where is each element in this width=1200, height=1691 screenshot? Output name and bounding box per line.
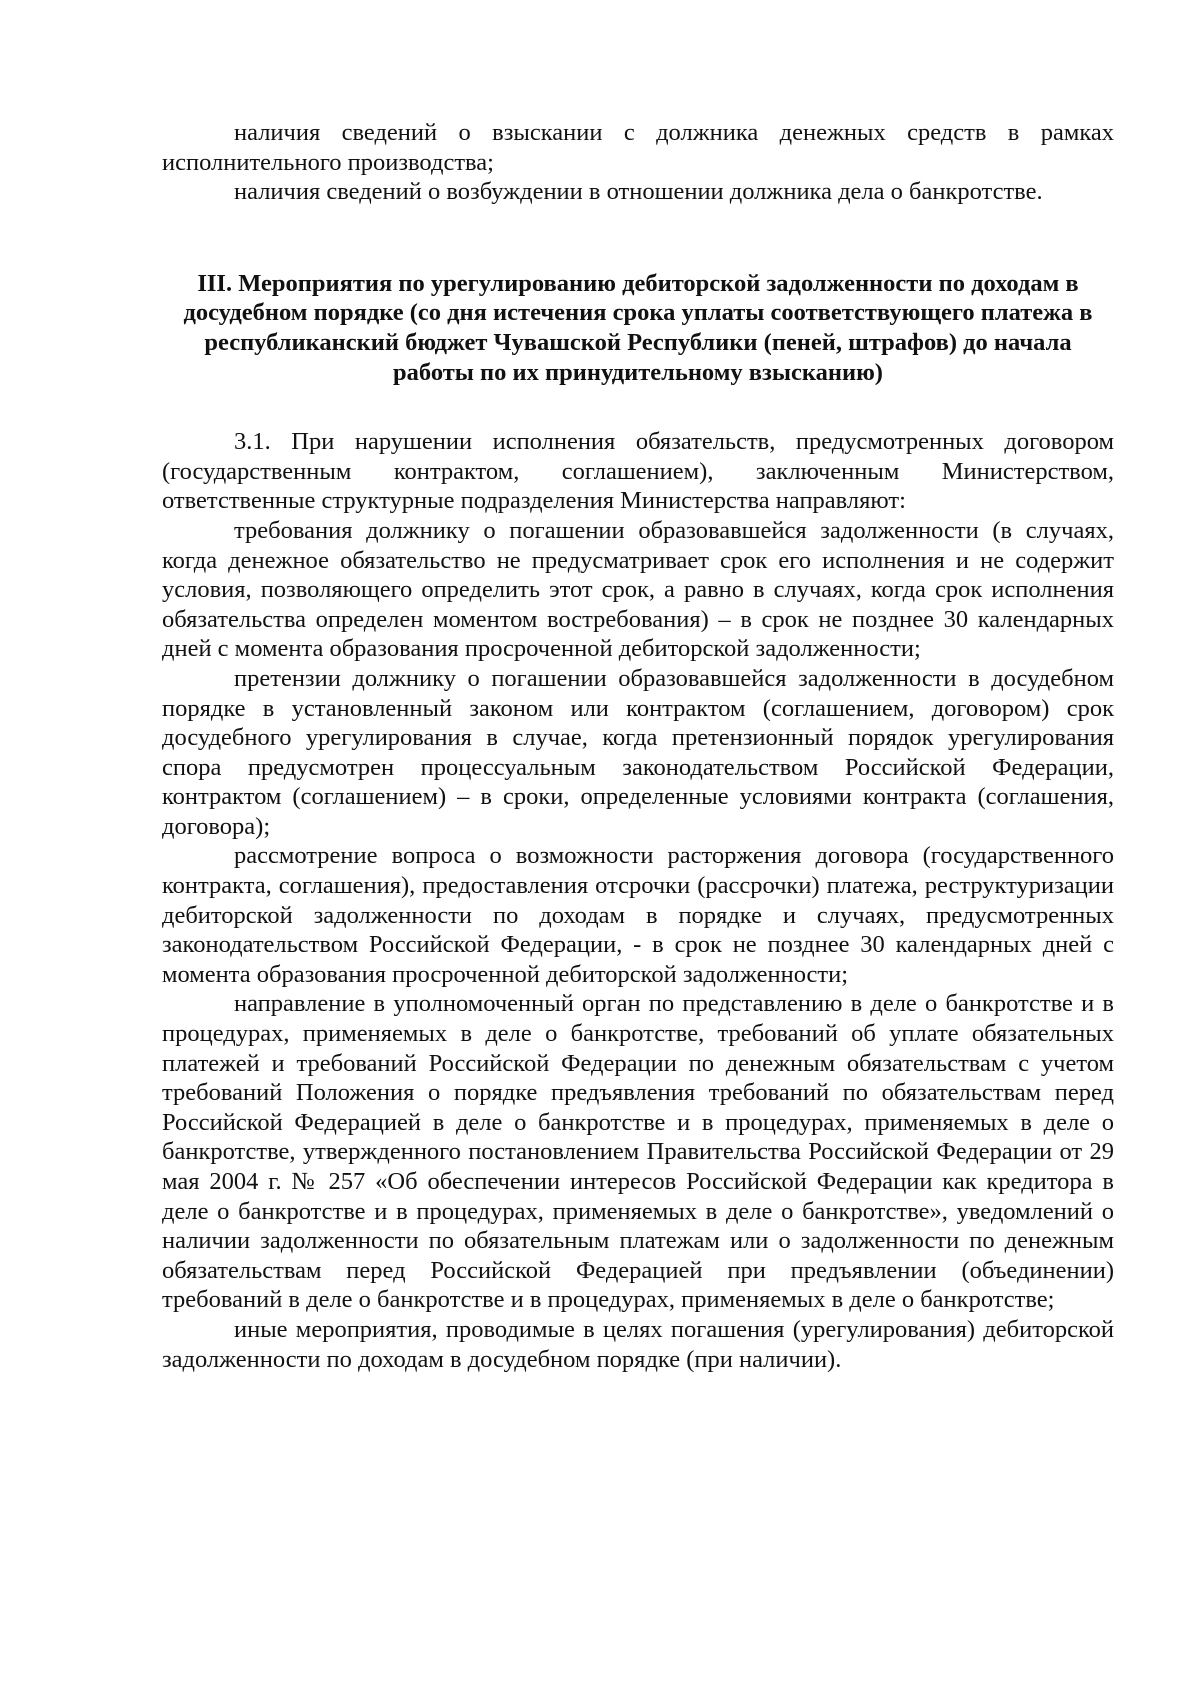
paragraph-bankruptcy-referral: направление в уполномоченный орган по представлению в деле о банкротстве и в процедурах, применяемых в деле о банкротстве, требований об уплате обязательных платежей и требований Российской Федерации по денежным обязательствам с учетом требований Положения о порядке предъявления требований по обязательствам перед Российской Федерацией в деле о банкротстве и в процедурах, применяемых в деле о банкротстве, утвержденного постановлением Правительства Российской Федерации от 29 мая 2004 г. № 257 «Об обеспечении интересов Российской Федерации как кредитора в деле о банкротстве и в процедурах, применяемых в деле о банкротстве», уведомлений о наличии задолженности по обязательным платежам или о задолженности по денежным обязательствам перед Российской Федерацией при предъявлении (объединении) требований в деле о банкротстве и в процедурах, применяемых в деле о банкротстве;: [162, 990, 1114, 1314]
paragraph-other-measures: иные мероприятия, проводимые в целях погашения (урегулирования) дебиторской задолженности по доходам в досудебном порядке (при наличии).: [162, 1315, 1114, 1373]
paragraph-demands: требования должнику о погашении образовавшейся задолженности (в случаях, когда денежное обязательство не предусматривает срок его исполнения и не содержит условия, позволяющего определить этот срок, а равно в случаях, когда срок исполнения обязательства определен моментом востребования) – в срок не позднее 30 календарных дней с момента образования просроченной дебиторской задолженности;: [162, 516, 1114, 663]
paragraph-enforcement-info: наличия сведений о взыскании с должника денежных средств в рамках исполнительного производства;: [162, 119, 1114, 176]
spacer: [162, 207, 1114, 269]
paragraph-claims: претензии должнику о погашении образовавшейся задолженности в досудебном порядке в установленный законом или контрактом (соглашением, договором) срок досудебного урегулирования в случае, когда претензионный порядок урегулирования спора предусмотрен процессуальным законодательством Российской Федерации, контрактом (соглашением) – в сроки, определенные условиями контракта (соглашения, договора);: [162, 664, 1114, 840]
paragraph-bankruptcy-info: наличия сведений о возбуждении в отношении должника дела о банкротстве.: [234, 178, 1043, 206]
paragraph-3-1-intro: 3.1. При нарушении исполнения обязательств, предусмотренных договором (государственным контрактом, соглашением), заключенным Министерством, ответственные структурные подразделения Министерства направляют:: [162, 428, 1114, 515]
spacer: [162, 387, 1114, 427]
paragraph-contract-termination: рассмотрение вопроса о возможности расторжения договора (государственного контракта, соглашения), предоставления отсрочки (рассрочки) платежа, реструктуризации дебиторской задолженности по доходам в порядке и случаях, предусмотренных законодательством Российской Федерации, - в срок не позднее 30 календарных дней с момента образования просроченной дебиторской задолженности;: [162, 842, 1114, 988]
document-body: [162, 118, 1114, 1374]
section-heading: III. Мероприятия по урегулированию дебиторской задолженности по доходам в досудебном порядке (со дня истечения срока уплаты соответствующего платежа в республиканский бюджет Чувашской Республики (пеней, штрафов) до начала работы по их принудительному взысканию): [183, 269, 1093, 386]
